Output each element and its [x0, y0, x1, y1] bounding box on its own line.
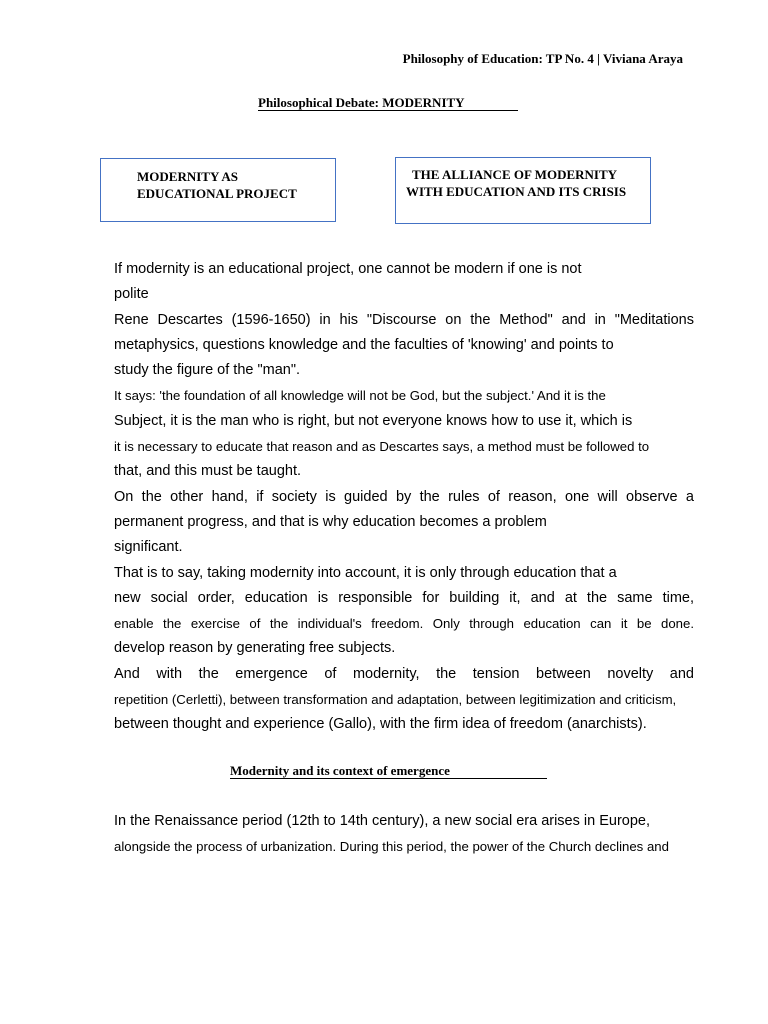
running-header: Philosophy of Education: TP No. 4 | Viviana Araya: [402, 51, 683, 66]
text-line: It says: 'the foundation of all knowledge will not be God, but the subject.' And it is the: [114, 388, 606, 404]
text-line: study the figure of the "man".: [114, 362, 301, 379]
text-line: metaphysics, questions knowledge and the faculties of 'knowing' and points to: [114, 336, 614, 353]
text-line: permanent progress, and that is why education becomes a problem: [114, 513, 547, 530]
text-line: On the other hand, if society is guided by the rules of reason, one will observe a: [114, 488, 694, 505]
box-line: THE ALLIANCE OF MODERNITY: [412, 167, 618, 182]
box-line: EDUCATIONAL PROJECT: [137, 186, 297, 201]
text-line: repetition (Cerletti), between transformation and adaptation, between legitimization and criticism,: [114, 692, 677, 708]
text-line: Rene Descartes (1596-1650) in his "Discourse on the Method" and in "Meditations: [114, 311, 694, 328]
text-line: that, and this must be taught.: [114, 463, 302, 480]
concept-box-alliance-crisis: [395, 157, 651, 224]
page-title: Philosophical Debate: MODERNITY: [258, 95, 518, 111]
body-text-section-2: [114, 809, 694, 860]
body-text: [114, 257, 694, 738]
text-line: If modernity is an educational project, one cannot be modern if one is not: [114, 261, 582, 277]
text-line: Subject, it is the man who is right, but not everyone knows how to use it, which is: [114, 412, 633, 429]
text-line: it is necessary to educate that reason and as Descartes says, a method must be followed to: [114, 439, 650, 455]
text-line: In the Renaissance period (12th to 14th century), a new social era arises in Europe,: [114, 813, 650, 829]
text-line: And with the emergence of modernity, the tension between novelty and: [114, 665, 694, 682]
text-line: polite: [114, 286, 149, 303]
text-line: enable the exercise of the individual's freedom. Only through education can it be done.: [114, 616, 694, 632]
text-line: significant.: [114, 539, 183, 556]
box-line: WITH EDUCATION AND ITS CRISIS: [406, 184, 627, 199]
section-heading: Modernity and its context of emergence: [230, 763, 547, 779]
text-line: That is to say, taking modernity into account, it is only through education that a: [114, 564, 617, 581]
text-line: develop reason by generating free subjects.: [114, 640, 396, 657]
text-line: alongside the process of urbanization. During this period, the power of the Church declines and: [114, 839, 669, 855]
text-line: new social order, education is responsible for building it, and at the same time,: [114, 589, 694, 606]
concept-box-educational-project: [100, 158, 336, 222]
box-line: MODERNITY AS: [137, 169, 239, 184]
text-line: between thought and experience (Gallo), with the firm idea of freedom (anarchists).: [114, 716, 647, 733]
